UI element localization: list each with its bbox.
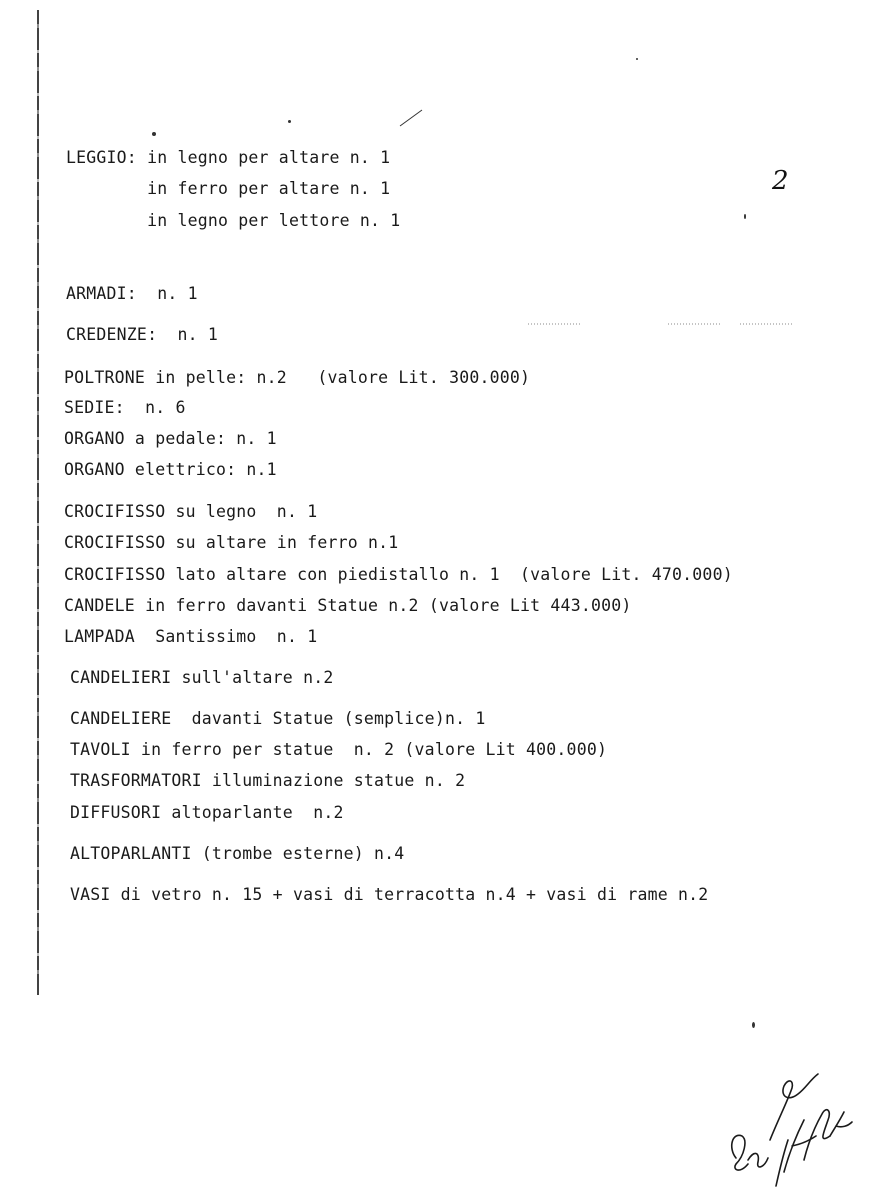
scan-dotted-noise — [508, 320, 798, 328]
inventory-line-armadi: ARMADI: n. 1 — [66, 284, 198, 303]
inventory-line-leggio-altare-legno: LEGGIO: in legno per altare n. 1 — [66, 148, 391, 167]
scan-speck — [152, 132, 156, 136]
inventory-line-organo-pedale: ORGANO a pedale: n. 1 — [64, 429, 277, 448]
inventory-line-crocifisso-legno: CROCIFISSO su legno n. 1 — [64, 502, 318, 521]
inventory-line-diffusori: DIFFUSORI altoparlante n.2 — [70, 803, 344, 822]
scan-speck — [288, 120, 291, 123]
scan-speck — [752, 1022, 755, 1028]
inventory-line-vasi: VASI di vetro n. 15 + vasi di terracotta n.4 + vasi di rame n.2 — [70, 885, 709, 904]
inventory-line-leggio-lettore: in legno per lettore n. 1 — [66, 211, 401, 230]
inventory-line-credenze: CREDENZE: n. 1 — [66, 325, 219, 344]
inventory-line-candele: CANDELE in ferro davanti Statue n.2 (valore Lit 443.000) — [64, 596, 632, 615]
scan-left-edge-line — [37, 10, 39, 995]
scan-stroke-mark — [398, 108, 424, 128]
handwritten-signature — [718, 1040, 858, 1190]
inventory-line-lampada: LAMPADA Santissimo n. 1 — [64, 627, 318, 646]
inventory-line-tavoli: TAVOLI in ferro per statue n. 2 (valore Lit 400.000) — [70, 740, 608, 759]
page-number: 2 — [772, 166, 789, 196]
inventory-line-candeliere: CANDELIERE davanti Statue (semplice)n. 1 — [70, 709, 486, 728]
inventory-line-trasformatori: TRASFORMATORI illuminazione statue n. 2 — [70, 771, 466, 790]
inventory-line-altoparlanti: ALTOPARLANTI (trombe esterne) n.4 — [70, 844, 405, 863]
scan-speck — [744, 214, 746, 219]
inventory-line-poltrone: POLTRONE in pelle: n.2 (valore Lit. 300.000) — [64, 368, 531, 387]
inventory-line-organo-elettrico: ORGANO elettrico: n.1 — [64, 460, 277, 479]
inventory-line-crocifisso-altare: CROCIFISSO su altare in ferro n.1 — [64, 533, 399, 552]
inventory-line-sedie: SEDIE: n. 6 — [64, 398, 186, 417]
inventory-line-candelieri: CANDELIERI sull'altare n.2 — [70, 668, 334, 687]
scan-speck — [636, 58, 638, 60]
inventory-line-leggio-altare-ferro: in ferro per altare n. 1 — [66, 179, 391, 198]
inventory-line-crocifisso-piedistallo: CROCIFISSO lato altare con piedistallo n. 1 (valore Lit. 470.000) — [64, 565, 733, 584]
